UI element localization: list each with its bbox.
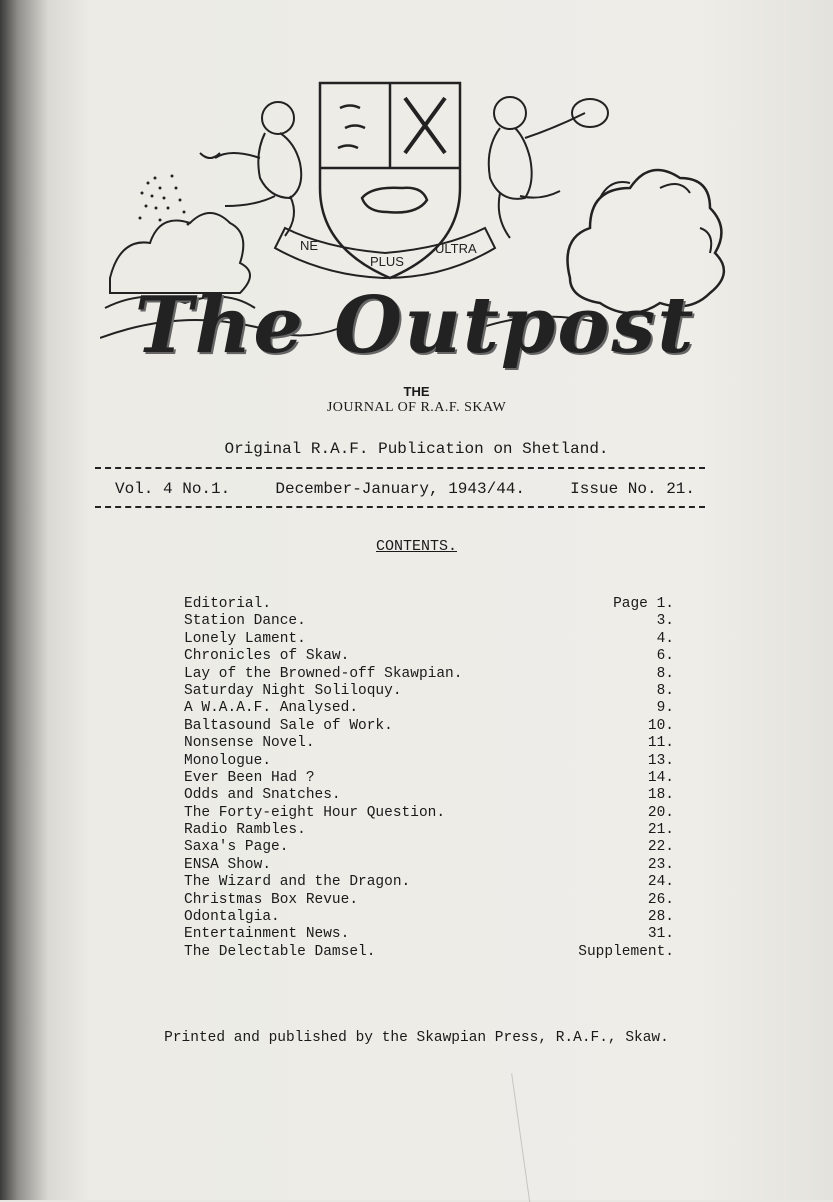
divider-bottom bbox=[95, 506, 705, 508]
contents-entry bbox=[184, 909, 674, 926]
contents-entry bbox=[184, 631, 674, 648]
contents-entry bbox=[184, 839, 674, 856]
masthead-title: The Outpost bbox=[134, 280, 696, 371]
contents-entry-page: 18. bbox=[647, 787, 674, 804]
issue-line bbox=[115, 480, 695, 498]
contents-entry-page: 20. bbox=[647, 804, 674, 821]
contents-entry bbox=[184, 874, 674, 891]
contents-entry-page: 6. bbox=[656, 648, 674, 665]
contents-entry-title: A W.A.A.F. Analysed. bbox=[184, 700, 359, 717]
contents-entry bbox=[184, 926, 674, 943]
volume-number: Vol. 4 No.1. bbox=[115, 480, 231, 498]
contents-entry-page: 23. bbox=[647, 856, 674, 873]
contents-entry-title: Entertainment News. bbox=[184, 926, 350, 943]
contents-entry-page: 26. bbox=[647, 891, 674, 908]
contents-entry-title: Monologue. bbox=[184, 752, 272, 769]
contents-entry-title: The Forty-eight Hour Question. bbox=[184, 804, 446, 821]
contents-entry-page: Supplement. bbox=[578, 943, 674, 960]
contents-entry-title: Odds and Snatches. bbox=[184, 787, 341, 804]
contents-entry-title: Station Dance. bbox=[184, 613, 306, 630]
issue-number: Issue No. 21. bbox=[570, 480, 695, 498]
contents-entry-title: Baltasound Sale of Work. bbox=[184, 717, 393, 734]
contents-entry-page: 4. bbox=[656, 630, 674, 647]
contents-entry-title: Nonsense Novel. bbox=[184, 735, 315, 752]
contents-entry-title: Odontalgia. bbox=[184, 909, 280, 926]
contents-entry-title: Saxa's Page. bbox=[184, 839, 289, 856]
contents-entry bbox=[184, 683, 674, 700]
printer-credit: Printed and published by the Skawpian Press, R.A.F., Skaw. bbox=[164, 1030, 669, 1046]
contents-entry-title: ENSA Show. bbox=[184, 856, 272, 873]
journal-the: THE bbox=[403, 384, 430, 399]
contents-entry bbox=[184, 718, 674, 735]
contents-entry bbox=[184, 944, 674, 961]
contents-entry bbox=[184, 787, 674, 804]
contents-entry bbox=[184, 666, 674, 683]
contents-entry bbox=[184, 735, 674, 752]
contents-entry-page: 22. bbox=[647, 839, 674, 856]
contents-entry-title: The Wizard and the Dragon. bbox=[184, 874, 411, 891]
contents-entry bbox=[184, 857, 674, 874]
contents-entry-page: 24. bbox=[647, 874, 674, 891]
contents-entry-page: 3. bbox=[656, 613, 674, 630]
contents-entry bbox=[184, 805, 674, 822]
contents-entry-title: Chronicles of Skaw. bbox=[184, 648, 350, 665]
contents-entry-title: Ever Been Had ? bbox=[184, 769, 315, 786]
motto-plus: PLUS bbox=[370, 254, 404, 269]
contents-list bbox=[184, 596, 674, 961]
contents-entry-page: 14. bbox=[647, 769, 674, 786]
contents-entry-page: 21. bbox=[647, 822, 674, 839]
contents-entry bbox=[184, 892, 674, 909]
paper-crease bbox=[511, 1068, 570, 1202]
divider-top bbox=[95, 467, 705, 469]
publication-subtitle: Original R.A.F. Publication on Shetland. bbox=[224, 440, 609, 458]
contents-entry-page: 28. bbox=[647, 909, 674, 926]
contents-entry bbox=[184, 700, 674, 717]
contents-entry-page: 13. bbox=[647, 752, 674, 769]
journal-name: JOURNAL OF R.A.F. SKAW bbox=[326, 400, 507, 415]
contents-entry-page: 9. bbox=[656, 700, 674, 717]
motto-ne: NE bbox=[300, 238, 319, 253]
contents-entry bbox=[184, 753, 674, 770]
contents-entry-title: Lay of the Browned-off Skawpian. bbox=[184, 665, 463, 682]
contents-entry-title: Lonely Lament. bbox=[184, 630, 306, 647]
contents-entry bbox=[184, 822, 674, 839]
contents-entry-page: Page 1. bbox=[613, 596, 674, 612]
contents-entry-title: Radio Rambles. bbox=[184, 822, 306, 839]
contents-entry-page: 8. bbox=[656, 665, 674, 682]
contents-entry-page: 10. bbox=[647, 717, 674, 734]
contents-entry-page: 31. bbox=[647, 926, 674, 943]
contents-entry-title: Saturday Night Soliloquy. bbox=[184, 682, 402, 699]
contents-entry bbox=[184, 770, 674, 787]
contents-heading: CONTENTS. bbox=[375, 538, 457, 555]
issue-date: December-January, 1943/44. bbox=[275, 480, 526, 498]
contents-entry-title: Christmas Box Revue. bbox=[184, 891, 359, 908]
contents-entry-title: The Delectable Damsel. bbox=[184, 943, 376, 960]
contents-entry-page: 8. bbox=[656, 682, 674, 699]
contents-entry-page: 11. bbox=[647, 735, 674, 752]
contents-entry bbox=[184, 596, 674, 613]
contents-entry bbox=[184, 648, 674, 665]
contents-entry bbox=[184, 613, 674, 630]
motto-ultra: ULTRA bbox=[435, 241, 477, 256]
contents-entry-title: Editorial. bbox=[184, 596, 272, 612]
